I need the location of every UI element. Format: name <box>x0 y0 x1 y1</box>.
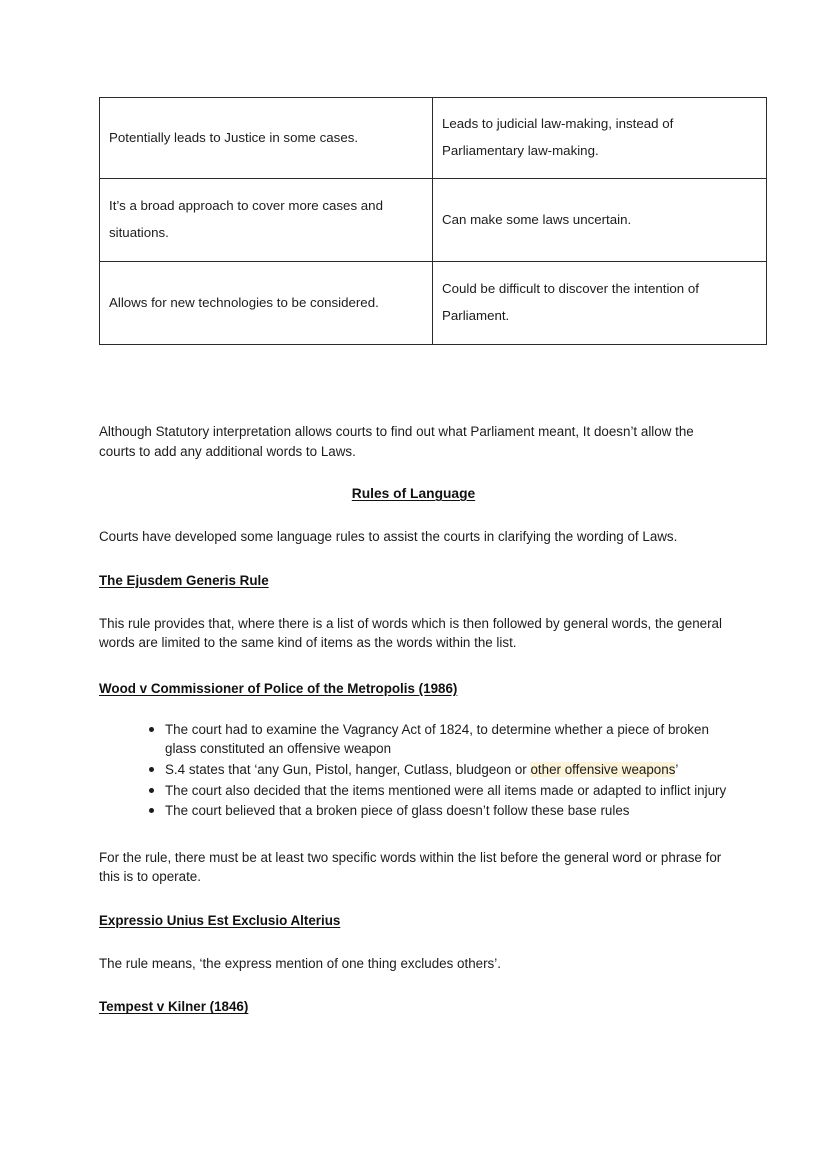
bullet-dot-icon <box>149 788 154 793</box>
list-item <box>149 720 728 759</box>
table-cell-advantage: Allows for new technologies to be considered. <box>100 262 433 345</box>
list-item-text-suffix: ’ <box>675 761 679 777</box>
table-cell-disadvantage: Can make some laws uncertain. <box>433 179 767 262</box>
table-cell-advantage: Potentially leads to Justice in some cases. <box>100 98 433 179</box>
heading-case-tempest-v-kilner: Tempest v Kilner (1846) <box>99 999 249 1015</box>
table-row <box>100 98 767 179</box>
advantages-disadvantages-table <box>99 97 767 345</box>
list-item <box>149 760 728 780</box>
expressio-definition-paragraph: The rule means, ‘the express mention of one thing excludes others’. <box>99 955 501 971</box>
bullet-dot-icon <box>149 727 154 732</box>
document-content <box>99 0 728 1014</box>
ejusdem-closing-paragraph: For the rule, there must be at least two specific words within the list before the general word or phrase for this is to operate. <box>99 849 722 885</box>
highlighted-text: other offensive weapons <box>530 761 676 777</box>
table-cell-advantage: It’s a broad approach to cover more cases and situations. <box>100 179 433 262</box>
table-row <box>100 179 767 262</box>
table-cell-disadvantage: Leads to judicial law-making, instead of Parliamentary law-making. <box>433 98 767 179</box>
bullet-dot-icon <box>149 808 154 813</box>
section-heading-rules-of-language: Rules of Language <box>351 486 476 502</box>
heading-case-wood-v-commissioner: Wood v Commissioner of Police of the Metropolis (1986) <box>99 680 458 696</box>
heading-ejusdem-generis-rule: The Ejusdem Generis Rule <box>99 572 269 588</box>
bullet-dot-icon <box>149 767 154 772</box>
table-row <box>100 262 767 345</box>
list-item <box>149 801 728 821</box>
list-item-text: The court had to examine the Vagrancy Act of 1824, to determine whether a piece of broken glass constituted an offensive weapon <box>165 721 709 757</box>
list-item-text: The court also decided that the items mentioned were all items made or adapted to inflict injury <box>165 782 727 798</box>
table-cell-disadvantage: Could be difficult to discover the intention of Parliament. <box>433 262 767 345</box>
ejusdem-definition-paragraph: This rule provides that, where there is a list of words which is then followed by general words, the general words are limited to the same kind of items as the words within the list. <box>99 615 722 651</box>
section-intro-paragraph: Courts have developed some language rules to assist the courts in clarifying the wording of Laws. <box>99 529 678 545</box>
list-item-text: The court believed that a broken piece of glass doesn’t follow these base rules <box>165 803 630 819</box>
list-item-text-prefix: S.4 states that ‘any Gun, Pistol, hanger, Cutlass, bludgeon or <box>165 761 531 777</box>
list-item <box>149 781 728 801</box>
intro-paragraph: Although Statutory interpretation allows courts to find out what Parliament meant, It doesn’t allow the courts to add any additional words to Laws. <box>99 424 694 459</box>
ejusdem-case-bullet-list <box>99 720 728 821</box>
heading-expressio-unius: Expressio Unius Est Exclusio Alterius <box>99 912 341 928</box>
